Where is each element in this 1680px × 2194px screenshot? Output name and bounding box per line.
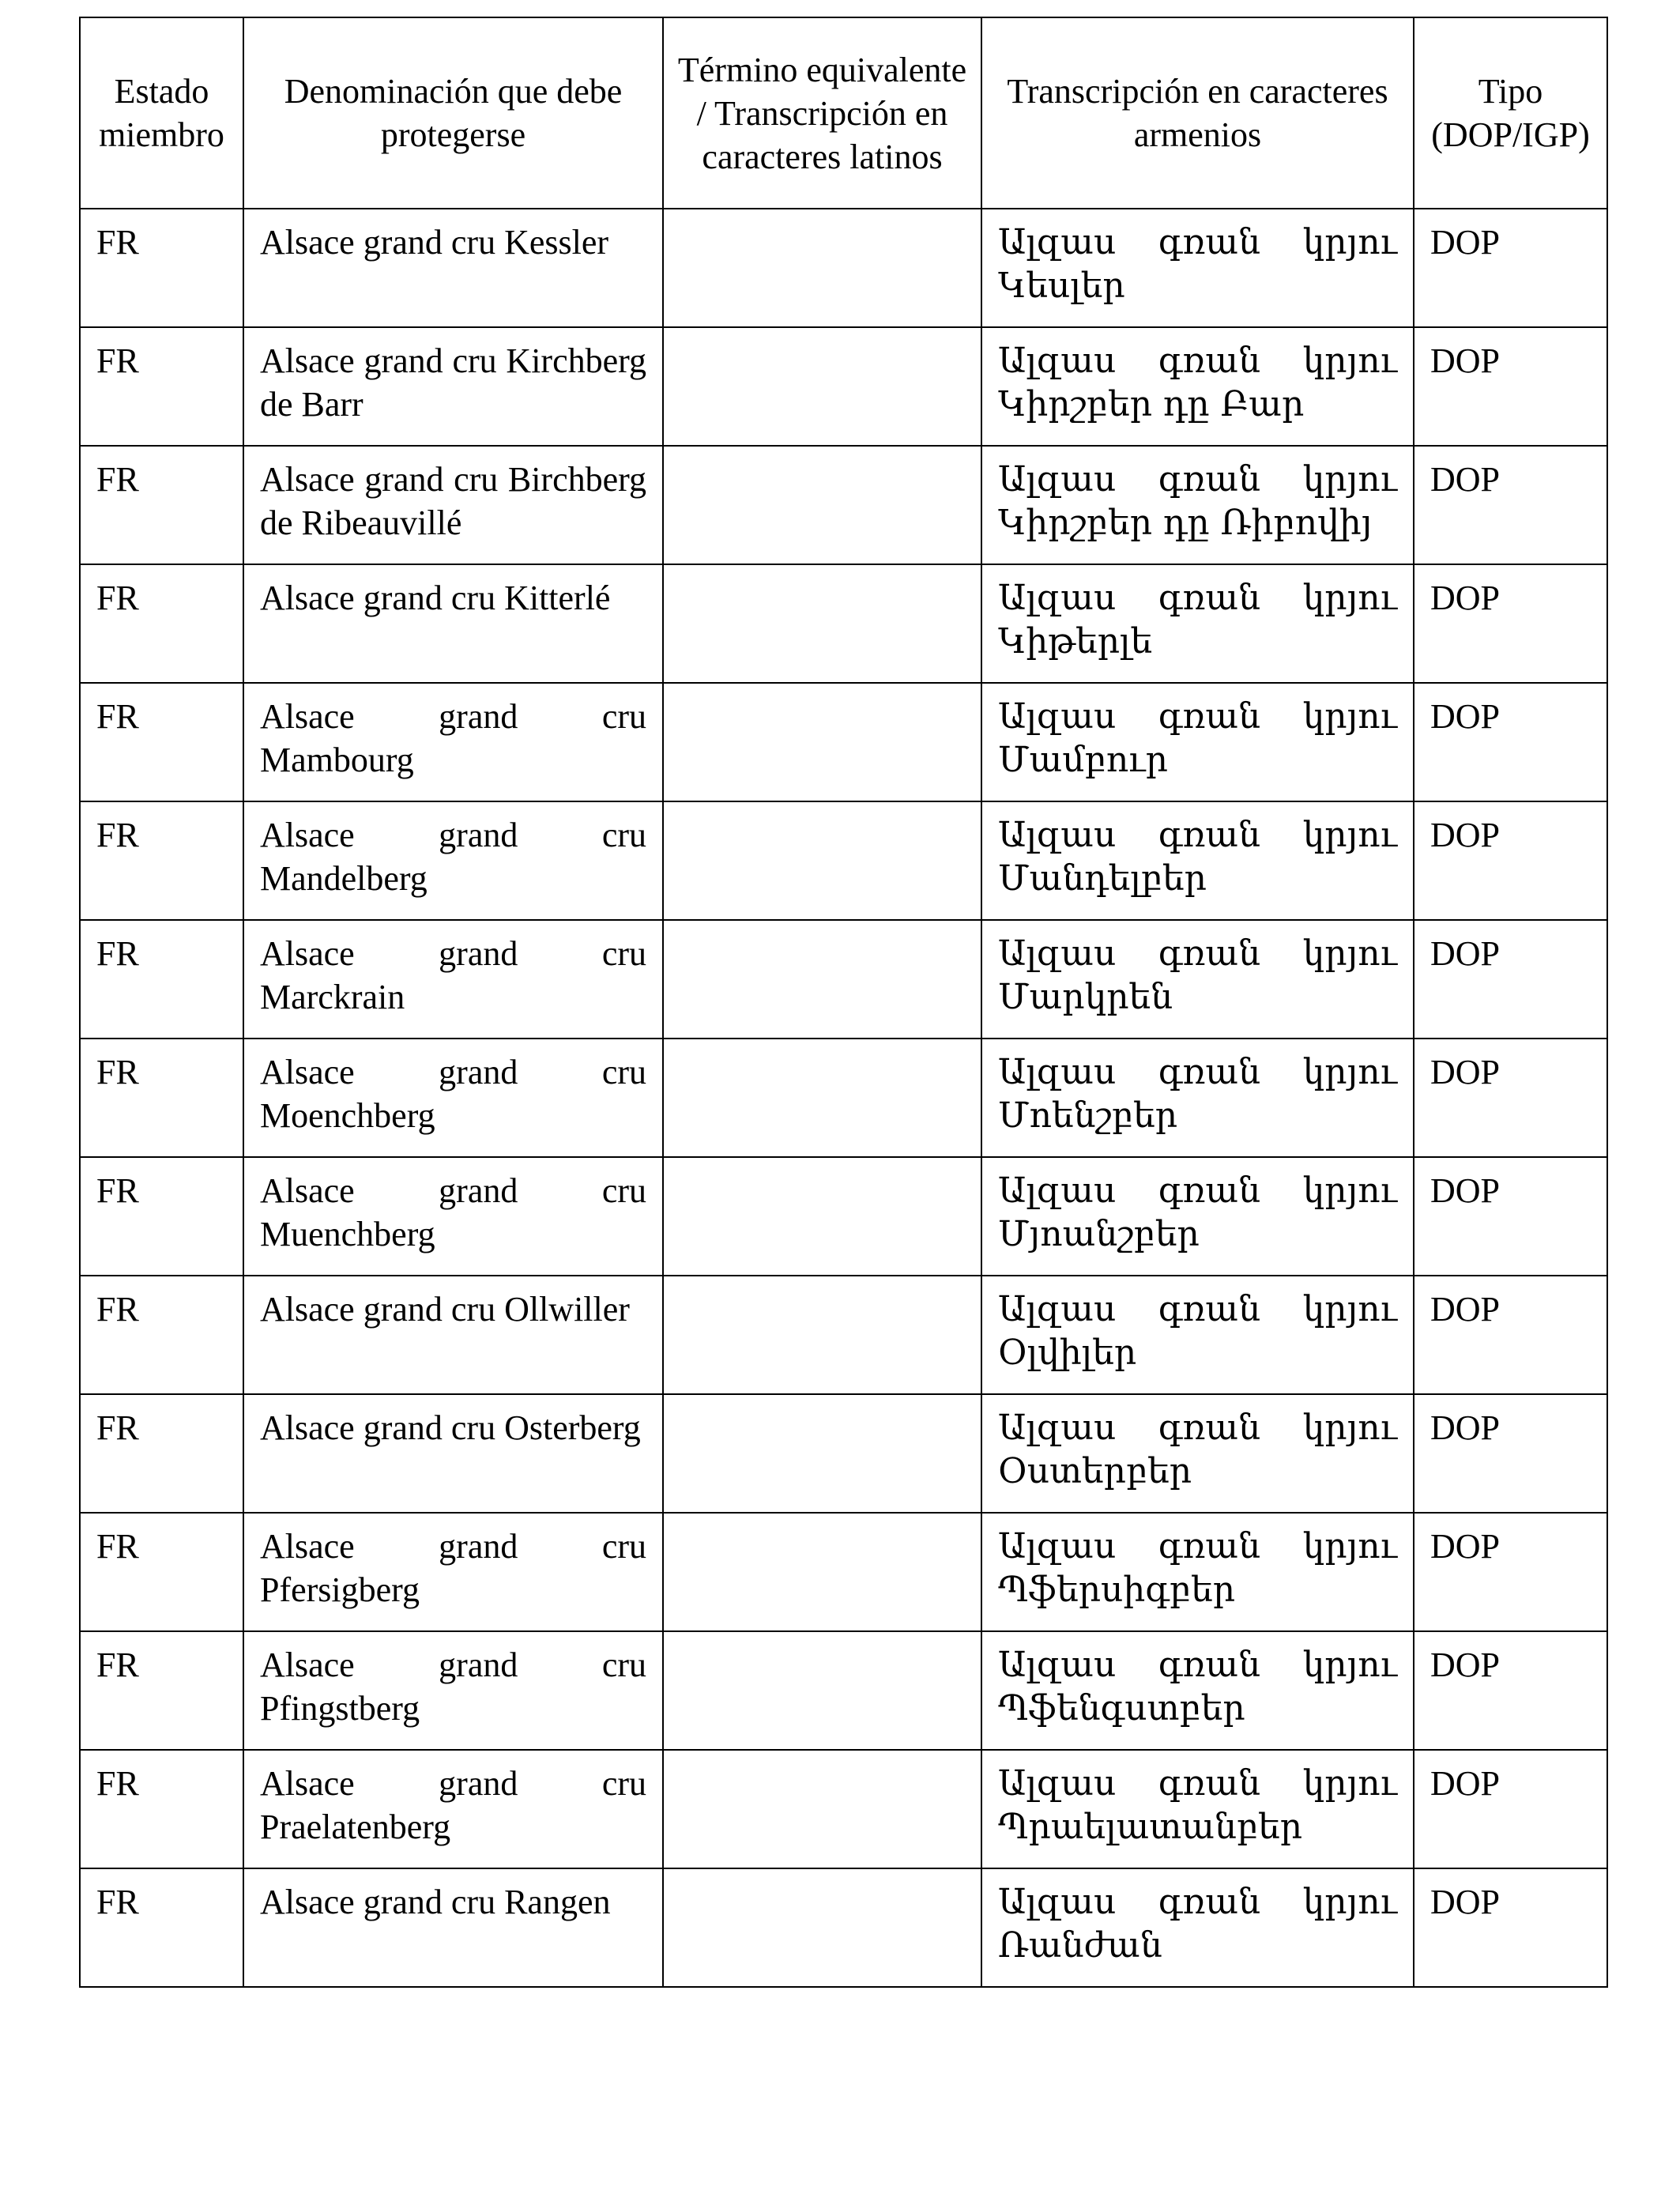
member-state-cell: FR <box>80 327 243 446</box>
equivalent-term-cell <box>663 1513 981 1631</box>
type-cell: DOP <box>1414 327 1607 446</box>
equivalent-term-cell <box>663 801 981 920</box>
equivalent-term-cell <box>663 564 981 683</box>
header-equivalent-term: Término equivalente / Transcripción en caracteres latinos <box>663 17 981 209</box>
denomination-cell: Alsace grand cru Pfersigberg <box>243 1513 663 1631</box>
type-cell: DOP <box>1414 1631 1607 1750</box>
denomination-cell: Alsace grand cru Osterberg <box>243 1394 663 1513</box>
table-row <box>80 1276 1607 1394</box>
type-cell: DOP <box>1414 1157 1607 1276</box>
header-name-to-protect: Denominación que debe protegerse <box>243 17 663 209</box>
member-state-cell: FR <box>80 1039 243 1157</box>
denomination-cell: Alsace grand cru Praelatenberg <box>243 1750 663 1868</box>
type-cell: DOP <box>1414 1394 1607 1513</box>
equivalent-term-cell <box>663 1750 981 1868</box>
header-type: Tipo (DOP/IGP) <box>1414 17 1607 209</box>
header-member-state: Estado miembro <box>80 17 243 209</box>
equivalent-term-cell <box>663 1631 981 1750</box>
table-row <box>80 1750 1607 1868</box>
armenian-transcription-cell: Ալզաս գռան կրյու Պֆերսիգբեր <box>981 1513 1414 1631</box>
armenian-transcription-cell: Ալզաս գռան կրյու Պրաելատանբեր <box>981 1750 1414 1868</box>
table-body <box>80 209 1607 1987</box>
equivalent-term-cell <box>663 683 981 801</box>
member-state-cell: FR <box>80 1513 243 1631</box>
member-state-cell: FR <box>80 1750 243 1868</box>
denomination-cell: Alsace grand cru Kessler <box>243 209 663 327</box>
armenian-transcription-cell: Ալզաս գռան կրյու Մամբուր <box>981 683 1414 801</box>
armenian-transcription-cell: Ալզաս գռան կրյու Կիթերլե <box>981 564 1414 683</box>
member-state-cell: FR <box>80 1276 243 1394</box>
type-cell: DOP <box>1414 1750 1607 1868</box>
table-row <box>80 1039 1607 1157</box>
armenian-transcription-cell: Ալզաս գռան կրյու Օլվիլեր <box>981 1276 1414 1394</box>
equivalent-term-cell <box>663 209 981 327</box>
table-row <box>80 564 1607 683</box>
table-row <box>80 683 1607 801</box>
table-row <box>80 327 1607 446</box>
armenian-transcription-cell: Ալզաս գռան կրյու Պֆենգստբեր <box>981 1631 1414 1750</box>
type-cell: DOP <box>1414 1039 1607 1157</box>
denomination-cell: Alsace grand cru Pfingstberg <box>243 1631 663 1750</box>
type-cell: DOP <box>1414 1513 1607 1631</box>
member-state-cell: FR <box>80 446 243 564</box>
table-row <box>80 1394 1607 1513</box>
table-row <box>80 209 1607 327</box>
member-state-cell: FR <box>80 564 243 683</box>
equivalent-term-cell <box>663 446 981 564</box>
member-state-cell: FR <box>80 1631 243 1750</box>
armenian-transcription-cell: Ալզաս գռան կրյու Ռանժան <box>981 1868 1414 1987</box>
armenian-transcription-cell: Ալզաս գռան կրյու Կիրշբեր դը Բար <box>981 327 1414 446</box>
equivalent-term-cell <box>663 1276 981 1394</box>
type-cell: DOP <box>1414 564 1607 683</box>
equivalent-term-cell <box>663 1157 981 1276</box>
table-row <box>80 801 1607 920</box>
member-state-cell: FR <box>80 1394 243 1513</box>
denomination-cell: Alsace grand cru Birchberg de Ribeauvillé <box>243 446 663 564</box>
member-state-cell: FR <box>80 209 243 327</box>
header-armenian-transcription: Transcripción en caracteres armenios <box>981 17 1414 209</box>
type-cell: DOP <box>1414 1276 1607 1394</box>
table-row <box>80 1631 1607 1750</box>
denominations-table <box>79 17 1608 1988</box>
armenian-transcription-cell: Ալզաս գռան կրյու Օստերբեր <box>981 1394 1414 1513</box>
member-state-cell: FR <box>80 801 243 920</box>
denomination-cell: Alsace grand cru Muenchberg <box>243 1157 663 1276</box>
armenian-transcription-cell: Ալզաս գռան կրյու Մյոանշբեր <box>981 1157 1414 1276</box>
type-cell: DOP <box>1414 920 1607 1039</box>
equivalent-term-cell <box>663 920 981 1039</box>
armenian-transcription-cell: Ալզաս գռան կրյու Մարկրեն <box>981 920 1414 1039</box>
denomination-cell: Alsace grand cru Mandelberg <box>243 801 663 920</box>
table-header-row <box>80 17 1607 209</box>
equivalent-term-cell <box>663 1394 981 1513</box>
denomination-cell: Alsace grand cru Ollwiller <box>243 1276 663 1394</box>
denomination-cell: Alsace grand cru Moenchberg <box>243 1039 663 1157</box>
table-row <box>80 1513 1607 1631</box>
armenian-transcription-cell: Ալզաս գռան կրյու Կեսլեր <box>981 209 1414 327</box>
armenian-transcription-cell: Ալզաս գռան կրյու Մանդելբեր <box>981 801 1414 920</box>
type-cell: DOP <box>1414 801 1607 920</box>
type-cell: DOP <box>1414 446 1607 564</box>
armenian-transcription-cell: Ալզաս գռան կրյու Մոենշբեր <box>981 1039 1414 1157</box>
table-row <box>80 446 1607 564</box>
member-state-cell: FR <box>80 1157 243 1276</box>
member-state-cell: FR <box>80 683 243 801</box>
table-row <box>80 1868 1607 1987</box>
denomination-cell: Alsace grand cru Rangen <box>243 1868 663 1987</box>
type-cell: DOP <box>1414 209 1607 327</box>
type-cell: DOP <box>1414 1868 1607 1987</box>
table-row <box>80 1157 1607 1276</box>
type-cell: DOP <box>1414 683 1607 801</box>
table-row <box>80 920 1607 1039</box>
denomination-cell: Alsace grand cru Kitterlé <box>243 564 663 683</box>
denomination-cell: Alsace grand cru Kirchberg de Barr <box>243 327 663 446</box>
equivalent-term-cell <box>663 327 981 446</box>
equivalent-term-cell <box>663 1868 981 1987</box>
armenian-transcription-cell: Ալզաս գռան կրյու Կիրշբեր դը Ռիբովիյ <box>981 446 1414 564</box>
member-state-cell: FR <box>80 1868 243 1987</box>
denomination-cell: Alsace grand cru Marckrain <box>243 920 663 1039</box>
equivalent-term-cell <box>663 1039 981 1157</box>
member-state-cell: FR <box>80 920 243 1039</box>
denomination-cell: Alsace grand cru Mambourg <box>243 683 663 801</box>
